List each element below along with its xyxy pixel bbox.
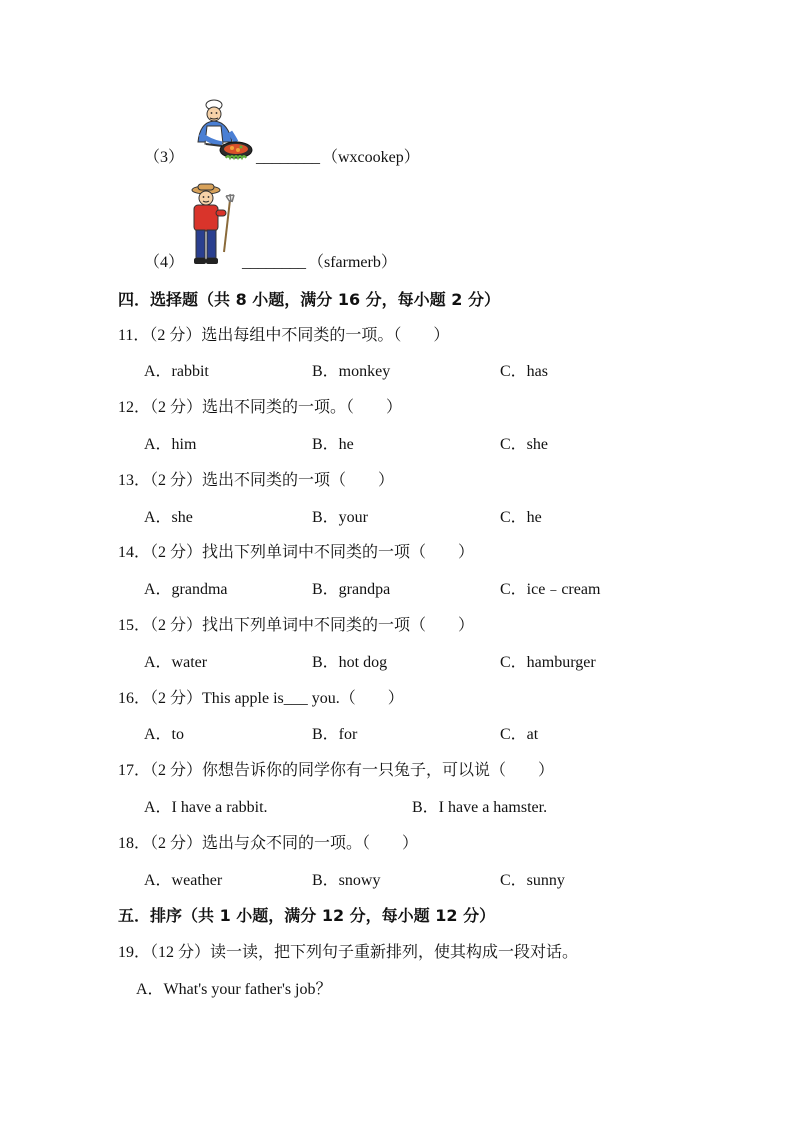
item-4-number: （4）	[144, 254, 185, 271]
item-4-blank[interactable]: ________	[242, 254, 306, 271]
question-12-stem: 12．（2 分）选出不同类的一项。（ ）	[118, 399, 403, 416]
question-17-stem: 17．（2 分）你想告诉你的同学你有一只兔子，可以说（ ）	[118, 762, 555, 779]
question-13-option-a[interactable]: A．she	[144, 509, 193, 526]
question-11-option-a[interactable]: A．rabbit	[144, 363, 209, 380]
question-15-option-c[interactable]: C．hamburger	[500, 654, 596, 671]
item-3-hint: （wxcookep）	[322, 149, 420, 166]
question-12-option-c[interactable]: C．she	[500, 436, 549, 453]
question-18-option-b[interactable]: B．snowy	[312, 872, 381, 889]
section-4-title: 四．选择题（共 8 小题，满分 16 分，每小题 2 分）	[118, 290, 500, 309]
item-3-blank[interactable]: ________	[256, 149, 320, 166]
question-15-option-a[interactable]: A．water	[144, 654, 208, 671]
cook-icon	[188, 98, 256, 164]
cook-illustration	[188, 98, 256, 164]
question-16-stem: 16．（2 分）This apple is___ you.（ ）	[118, 690, 404, 707]
question-19-stem: 19．（12 分）读一读，把下列句子重新排列，使其构成一段对话。	[118, 944, 579, 961]
question-15-option-b[interactable]: B．hot dog	[312, 654, 388, 671]
question-11-option-c[interactable]: C．has	[500, 363, 549, 380]
section-5-title: 五．排序（共 1 小题，满分 12 分，每小题 12 分）	[118, 906, 496, 925]
farmer-icon	[184, 182, 244, 270]
question-14-option-b[interactable]: B．grandpa	[312, 581, 391, 598]
item-4-hint: （sfarmerb）	[308, 254, 397, 271]
question-13-option-b[interactable]: B．your	[312, 509, 369, 526]
question-18-option-c[interactable]: C．sunny	[500, 872, 565, 889]
question-13-stem: 13．（2 分）选出不同类的一项（ ）	[118, 472, 395, 489]
question-16-option-a[interactable]: A．to	[144, 726, 185, 743]
farmer-illustration	[184, 182, 244, 270]
question-16-option-c[interactable]: C．at	[500, 726, 539, 743]
question-14-option-a[interactable]: A．grandma	[144, 581, 228, 598]
question-17-option-a[interactable]: A．I have a rabbit.	[144, 799, 268, 816]
question-11-option-b[interactable]: B．monkey	[312, 363, 391, 380]
question-18-option-a[interactable]: A．weather	[144, 872, 223, 889]
question-16-option-b[interactable]: B．for	[312, 726, 358, 743]
item-3-number: （3）	[144, 149, 185, 166]
question-12-option-a[interactable]: A．him	[144, 436, 197, 453]
question-11-stem: 11．（2 分）选出每组中不同类的一项。（ ）	[118, 327, 450, 344]
question-17-option-b[interactable]: B．I have a hamster.	[412, 799, 548, 816]
question-14-stem: 14．（2 分）找出下列单词中不同类的一项（ ）	[118, 544, 475, 561]
question-15-stem: 15．（2 分）找出下列单词中不同类的一项（ ）	[118, 617, 475, 634]
question-14-option-c[interactable]: C．ice﹣cream	[500, 581, 601, 598]
question-18-stem: 18．（2 分）选出与众不同的一项。（ ）	[118, 835, 419, 852]
question-13-option-c[interactable]: C．he	[500, 509, 542, 526]
question-19-option-a: A．What's your father's job？	[136, 981, 332, 998]
question-12-option-b[interactable]: B．he	[312, 436, 354, 453]
